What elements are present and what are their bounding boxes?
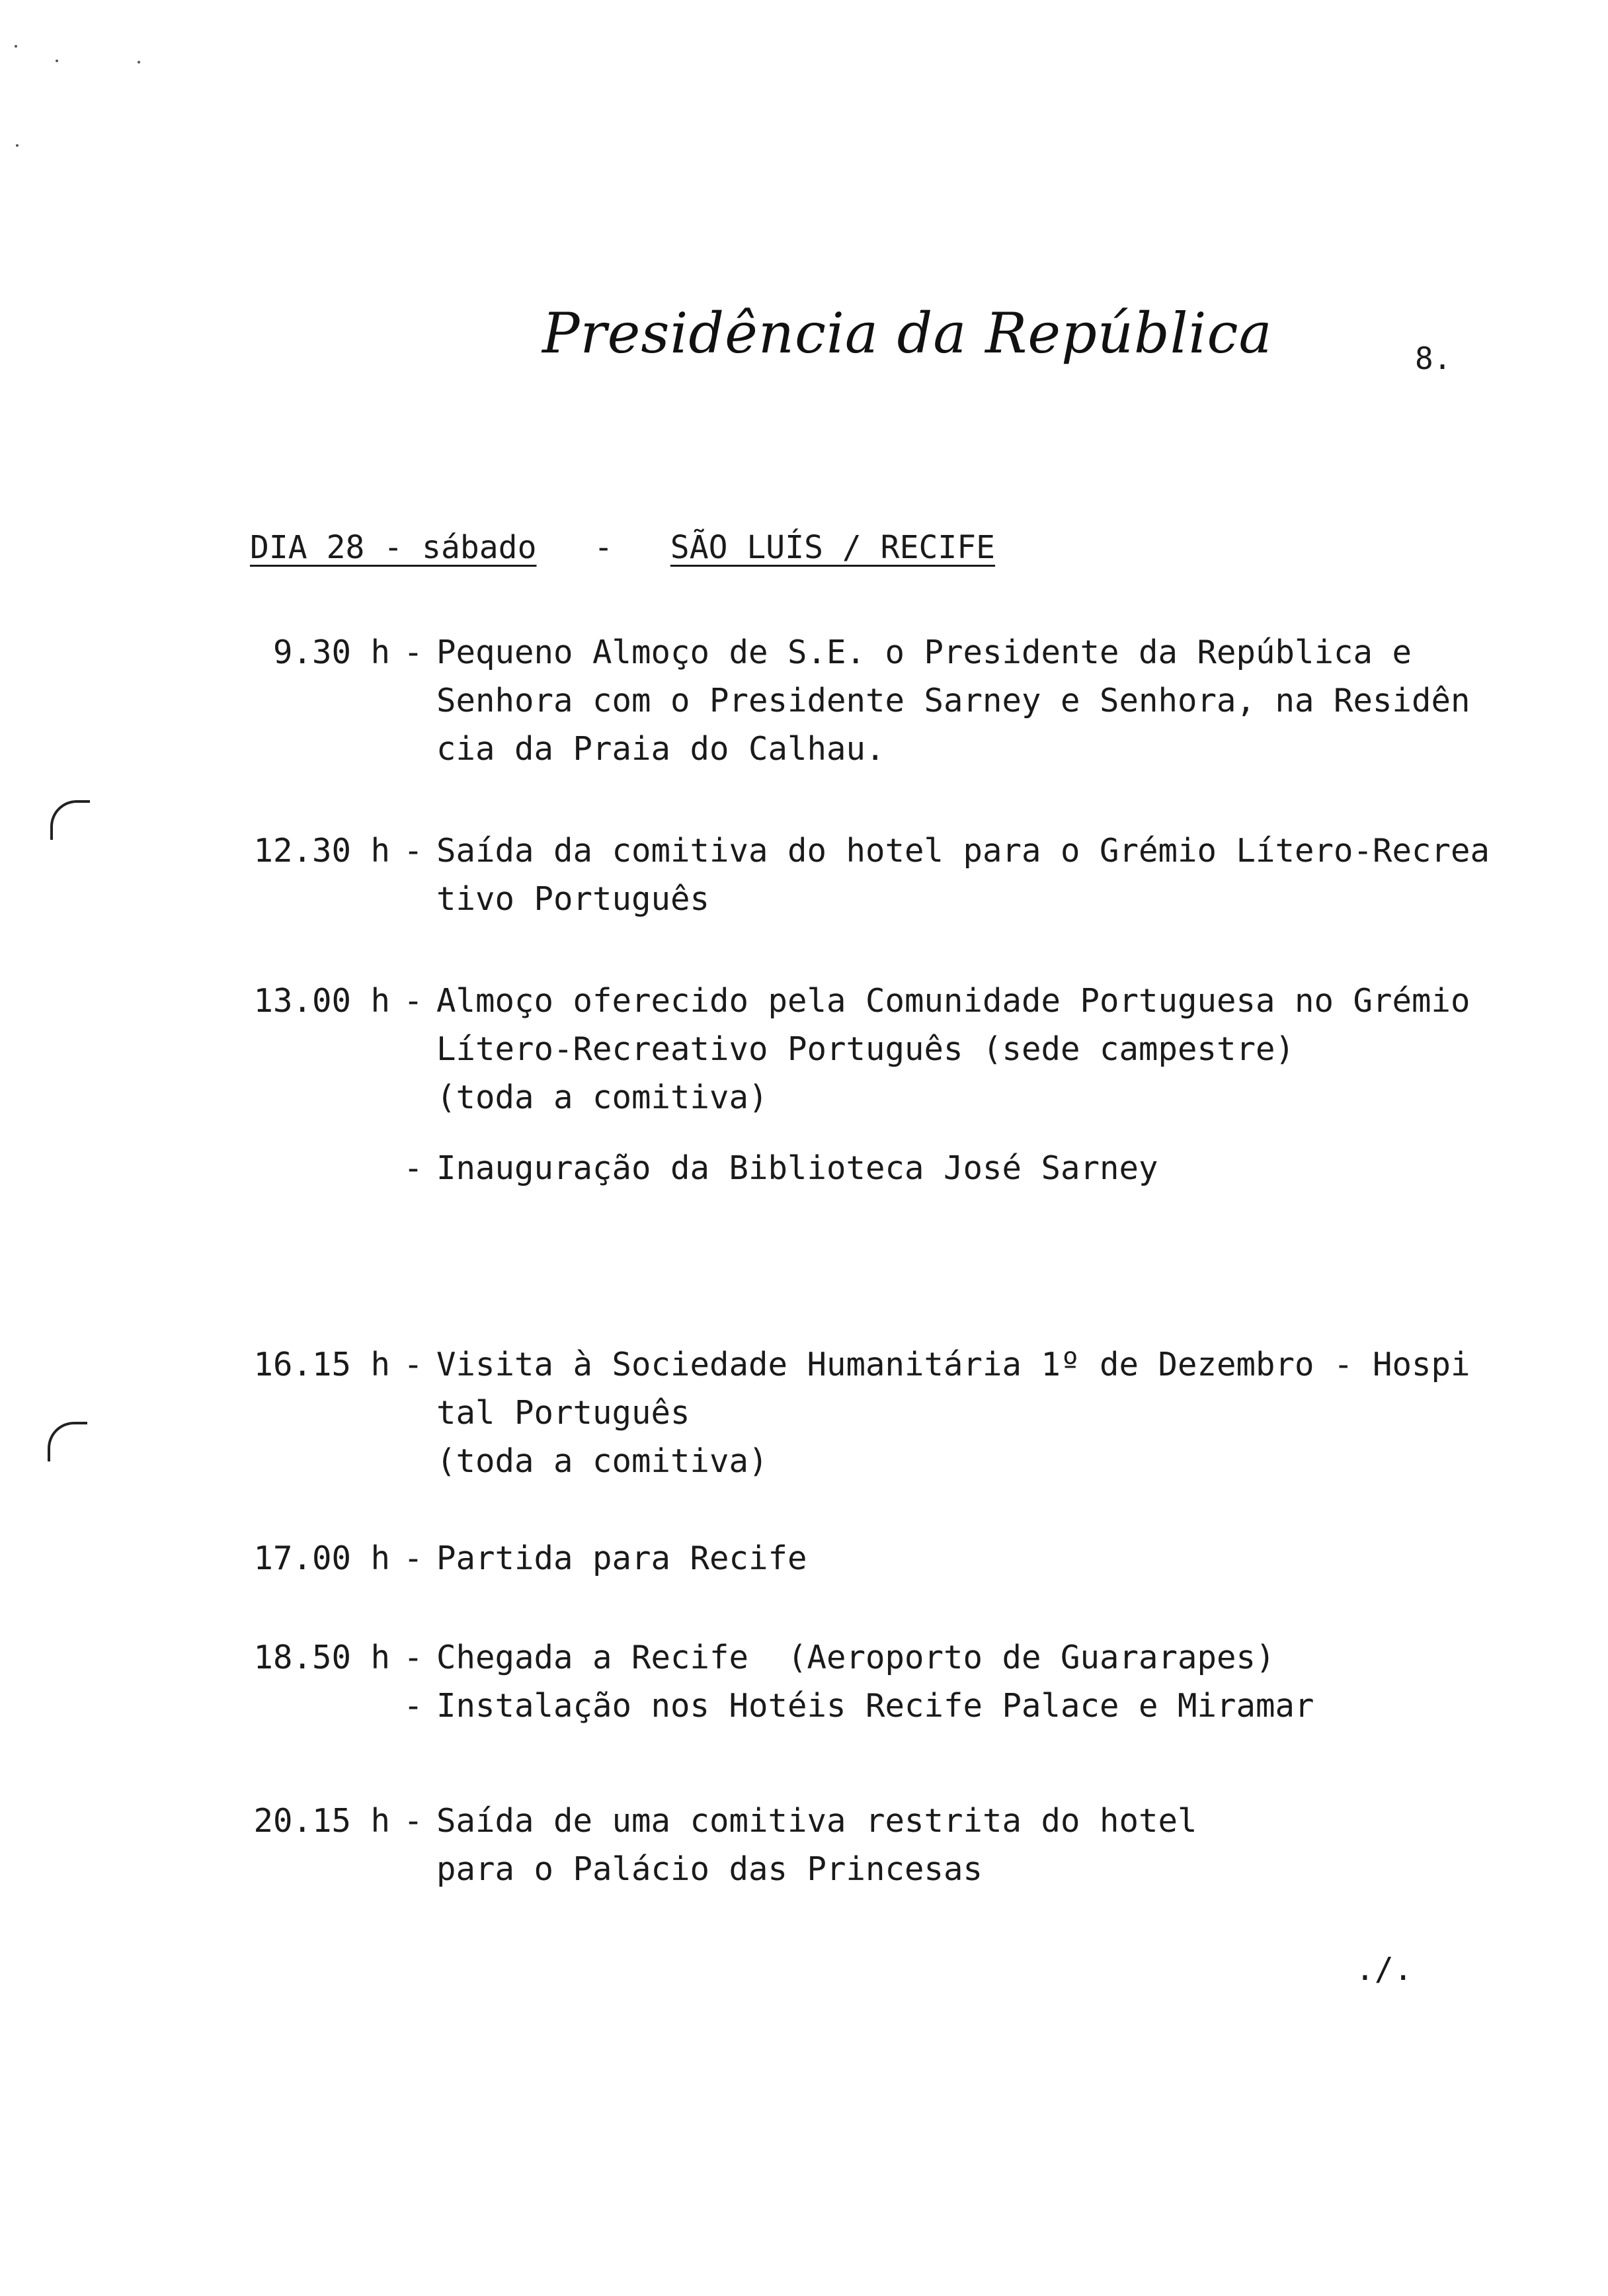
entry-line: para o Palácio das Princesas [436, 1850, 983, 1888]
entry-line: Visita à Sociedade Humanitária 1º de Dezembro - Hospi [436, 1346, 1470, 1383]
entry-line: (toda a comitiva) [436, 1079, 768, 1116]
schedule-entry: 13.00 h - Almoço oferecido pela Comunidade Portuguesa no Grémio Lítero-Recreativo Português (sede campestre) (toda a comitiva) [238, 977, 1470, 1122]
scan-speck [15, 45, 17, 48]
entry-line: Saída da comitiva do hotel para o Grémio Lítero-Recrea [436, 832, 1490, 870]
day-label: DIA 28 - sábado [250, 529, 537, 566]
entry-line: tivo Português [436, 880, 710, 918]
punch-hole-mark [50, 800, 90, 840]
entry-time: 16.15 h [253, 1346, 390, 1383]
schedule-entry: 18.50 h - Chegada a Recife (Aeroporto de Guararapes) - Instalação nos Hotéis Recife Palace e Miramar [238, 1633, 1314, 1730]
schedule-entry: 12.30 h - Saída da comitiva do hotel para o Grémio Lítero-Recrea tivo Português [238, 827, 1490, 923]
entry-time: 20.15 h [253, 1802, 390, 1840]
entry-line: (toda a comitiva) [436, 1442, 768, 1480]
entry-subitem: Instalação nos Hotéis Recife Palace e Miramar [436, 1687, 1314, 1725]
entry-line: Saída de uma comitiva restrita do hotel [436, 1802, 1197, 1840]
scan-speck [138, 61, 140, 63]
page-number: 8. [1415, 341, 1452, 376]
entry-line: Chegada a Recife (Aeroporto de Guararapes) [436, 1639, 1275, 1676]
entry-time: 12.30 h [253, 832, 390, 870]
entry-time: 17.00 h [253, 1539, 390, 1577]
entry-line: Lítero-Recreativo Português (sede campestre) [436, 1030, 1295, 1068]
schedule-entry: 9.30 h - Pequeno Almoço de S.E. o Presidente da República e Senhora com o Presidente Sarney e Senhora, na Residên cia da Praia do Calhau. [238, 628, 1470, 773]
entry-line: tal Português [436, 1394, 690, 1432]
schedule-entry: 16.15 h - Visita à Sociedade Humanitária 1º de Dezembro - Hospi tal Português (toda a comitiva) [238, 1340, 1470, 1485]
schedule-entry: - Inauguração da Biblioteca José Sarney [403, 1149, 1158, 1187]
entry-time: 13.00 h [253, 982, 390, 1020]
punch-hole-mark [48, 1422, 87, 1461]
header-separator: - [594, 529, 614, 566]
entry-line: Pequeno Almoço de S.E. o Presidente da República e [436, 634, 1412, 671]
day-header [250, 529, 995, 566]
entry-subitem: Inauguração da Biblioteca José Sarney [436, 1149, 1158, 1187]
entry-line: Senhora com o Presidente Sarney e Senhora, na Residên [436, 682, 1470, 719]
route-label: SÃO LUÍS / RECIFE [670, 529, 996, 566]
entry-time: 9.30 h [272, 634, 390, 671]
entry-line: cia da Praia do Calhau. [436, 730, 885, 768]
schedule-entry: 20.15 h - Saída de uma comitiva restrita do hotel para o Palácio das Princesas [238, 1797, 1197, 1893]
continuation-mark: ./. [1355, 1951, 1413, 1988]
scan-speck [56, 60, 58, 62]
letterhead: Presidência da República [542, 301, 1273, 366]
schedule-entry: 17.00 h - Partida para Recife [238, 1534, 807, 1582]
entry-line: Partida para Recife [436, 1539, 807, 1577]
entry-line: Almoço oferecido pela Comunidade Portuguesa no Grémio [436, 982, 1470, 1020]
entry-time: 18.50 h [253, 1639, 390, 1676]
scan-speck [16, 144, 19, 147]
